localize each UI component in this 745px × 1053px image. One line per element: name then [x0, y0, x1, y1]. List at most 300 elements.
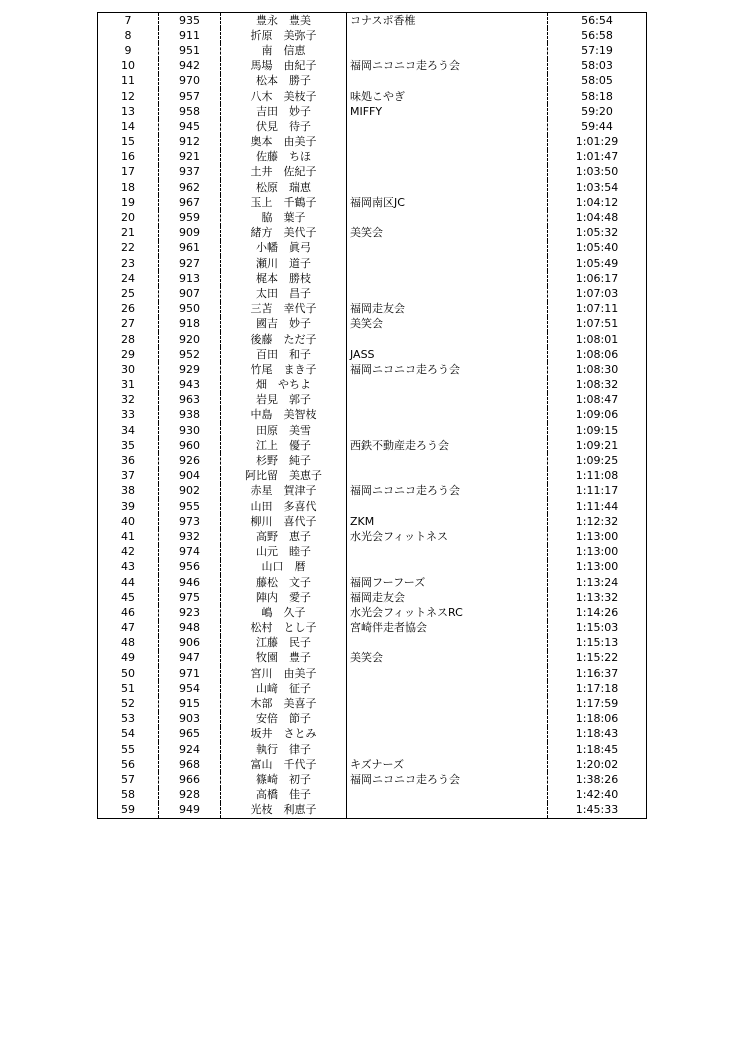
- bib-number-cell: 956: [159, 560, 221, 575]
- bib-number-cell: 913: [159, 271, 221, 286]
- table-row: [98, 560, 647, 575]
- finish-time-cell: 1:38:26: [548, 772, 647, 787]
- rank-cell: 42: [98, 545, 159, 560]
- club-cell: 福岡南区JC: [347, 195, 548, 210]
- rank-cell: 53: [98, 712, 159, 727]
- rank-cell: 18: [98, 180, 159, 195]
- bib-number-cell: 929: [159, 362, 221, 377]
- table-row: [98, 226, 647, 241]
- bib-number-cell: 942: [159, 59, 221, 74]
- table-row: [98, 256, 647, 271]
- bib-number-cell: 911: [159, 28, 221, 43]
- runner-name-cell: 嶋 久子: [221, 605, 347, 620]
- finish-time-cell: 1:20:02: [548, 757, 647, 772]
- finish-time-cell: 57:19: [548, 43, 647, 58]
- bib-number-cell: 963: [159, 393, 221, 408]
- runner-name-cell: 安倍 節子: [221, 712, 347, 727]
- runner-name-cell: 宮川 由美子: [221, 666, 347, 681]
- club-cell: 福岡走友会: [347, 302, 548, 317]
- finish-time-cell: 1:15:22: [548, 651, 647, 666]
- finish-time-cell: 1:08:06: [548, 347, 647, 362]
- club-cell: 美笑会: [347, 226, 548, 241]
- finish-time-cell: 1:09:06: [548, 408, 647, 423]
- bib-number-cell: 957: [159, 89, 221, 104]
- table-row: [98, 332, 647, 347]
- runner-name-cell: 梶本 勝枝: [221, 271, 347, 286]
- bib-number-cell: 945: [159, 119, 221, 134]
- finish-time-cell: 1:18:45: [548, 742, 647, 757]
- table-row: [98, 408, 647, 423]
- runner-name-cell: 中島 美智枝: [221, 408, 347, 423]
- runner-name-cell: 高橋 佳子: [221, 788, 347, 803]
- finish-time-cell: 1:03:50: [548, 165, 647, 180]
- runner-name-cell: 奥本 由美子: [221, 135, 347, 150]
- runner-name-cell: 藤松 文子: [221, 575, 347, 590]
- rank-cell: 47: [98, 621, 159, 636]
- rank-cell: 16: [98, 150, 159, 165]
- table-row: [98, 74, 647, 89]
- club-cell: [347, 423, 548, 438]
- finish-time-cell: 1:13:00: [548, 529, 647, 544]
- table-row: [98, 241, 647, 256]
- club-cell: [347, 453, 548, 468]
- rank-cell: 49: [98, 651, 159, 666]
- club-cell: [347, 408, 548, 423]
- runner-name-cell: 富山 千代子: [221, 757, 347, 772]
- club-cell: 美笑会: [347, 317, 548, 332]
- bib-number-cell: 968: [159, 757, 221, 772]
- runner-name-cell: 馬場 由紀子: [221, 59, 347, 74]
- table-row: [98, 590, 647, 605]
- runner-name-cell: 伏見 待子: [221, 119, 347, 134]
- club-cell: [347, 180, 548, 195]
- club-cell: 福岡フーフーズ: [347, 575, 548, 590]
- club-cell: [347, 393, 548, 408]
- bib-number-cell: 965: [159, 727, 221, 742]
- bib-number-cell: 947: [159, 651, 221, 666]
- finish-time-cell: 1:11:08: [548, 469, 647, 484]
- finish-time-cell: 1:07:51: [548, 317, 647, 332]
- finish-time-cell: 1:42:40: [548, 788, 647, 803]
- table-row: [98, 362, 647, 377]
- table-row: [98, 150, 647, 165]
- bib-number-cell: 949: [159, 803, 221, 819]
- club-cell: [347, 119, 548, 134]
- rank-cell: 34: [98, 423, 159, 438]
- runner-name-cell: 山口 暦: [221, 560, 347, 575]
- bib-number-cell: 903: [159, 712, 221, 727]
- table-row: [98, 636, 647, 651]
- rank-cell: 59: [98, 803, 159, 819]
- club-cell: [347, 286, 548, 301]
- rank-cell: 10: [98, 59, 159, 74]
- runner-name-cell: 小幡 眞弓: [221, 241, 347, 256]
- table-row: [98, 135, 647, 150]
- bib-number-cell: 970: [159, 74, 221, 89]
- rank-cell: 11: [98, 74, 159, 89]
- rank-cell: 55: [98, 742, 159, 757]
- club-cell: 福岡ニコニコ走ろう会: [347, 362, 548, 377]
- rank-cell: 13: [98, 104, 159, 119]
- table-row: [98, 514, 647, 529]
- finish-time-cell: 1:01:29: [548, 135, 647, 150]
- rank-cell: 28: [98, 332, 159, 347]
- table-row: [98, 393, 647, 408]
- bib-number-cell: 973: [159, 514, 221, 529]
- table-row: [98, 119, 647, 134]
- results-table: [97, 12, 647, 819]
- runner-name-cell: 豊永 豊美: [221, 13, 347, 29]
- table-row: [98, 666, 647, 681]
- runner-name-cell: 江上 優子: [221, 438, 347, 453]
- rank-cell: 14: [98, 119, 159, 134]
- rank-cell: 32: [98, 393, 159, 408]
- finish-time-cell: 1:13:24: [548, 575, 647, 590]
- club-cell: [347, 560, 548, 575]
- bib-number-cell: 946: [159, 575, 221, 590]
- rank-cell: 21: [98, 226, 159, 241]
- table-row: [98, 575, 647, 590]
- table-row: [98, 59, 647, 74]
- club-cell: [347, 788, 548, 803]
- club-cell: [347, 271, 548, 286]
- club-cell: [347, 712, 548, 727]
- rank-cell: 40: [98, 514, 159, 529]
- runner-name-cell: 南 信恵: [221, 43, 347, 58]
- finish-time-cell: 1:11:44: [548, 499, 647, 514]
- bib-number-cell: 932: [159, 529, 221, 544]
- runner-name-cell: 山田 多喜代: [221, 499, 347, 514]
- runner-name-cell: 玉上 千鶴子: [221, 195, 347, 210]
- runner-name-cell: 赤星 賀津子: [221, 484, 347, 499]
- runner-name-cell: 陣内 愛子: [221, 590, 347, 605]
- bib-number-cell: 975: [159, 590, 221, 605]
- finish-time-cell: 58:18: [548, 89, 647, 104]
- club-cell: [347, 666, 548, 681]
- runner-name-cell: 岩見 郭子: [221, 393, 347, 408]
- bib-number-cell: 943: [159, 378, 221, 393]
- table-row: [98, 423, 647, 438]
- finish-time-cell: 1:04:12: [548, 195, 647, 210]
- finish-time-cell: 1:12:32: [548, 514, 647, 529]
- rank-cell: 50: [98, 666, 159, 681]
- bib-number-cell: 928: [159, 788, 221, 803]
- club-cell: 水光会フィットネス: [347, 529, 548, 544]
- table-row: [98, 28, 647, 43]
- table-row: [98, 651, 647, 666]
- finish-time-cell: 56:58: [548, 28, 647, 43]
- finish-time-cell: 1:09:15: [548, 423, 647, 438]
- table-row: [98, 347, 647, 362]
- bib-number-cell: 907: [159, 286, 221, 301]
- club-cell: [347, 545, 548, 560]
- finish-time-cell: 1:14:26: [548, 605, 647, 620]
- finish-time-cell: 1:15:03: [548, 621, 647, 636]
- table-row: [98, 469, 647, 484]
- finish-time-cell: 56:54: [548, 13, 647, 29]
- club-cell: MIFFY: [347, 104, 548, 119]
- bib-number-cell: 955: [159, 499, 221, 514]
- rank-cell: 7: [98, 13, 159, 29]
- bib-number-cell: 909: [159, 226, 221, 241]
- runner-name-cell: 光枝 利恵子: [221, 803, 347, 819]
- table-row: [98, 499, 647, 514]
- table-row: [98, 529, 647, 544]
- runner-name-cell: 三苫 幸代子: [221, 302, 347, 317]
- rank-cell: 54: [98, 727, 159, 742]
- finish-time-cell: 1:08:30: [548, 362, 647, 377]
- runner-name-cell: 松村 とし子: [221, 621, 347, 636]
- table-row: [98, 13, 647, 29]
- table-row: [98, 89, 647, 104]
- bib-number-cell: 926: [159, 453, 221, 468]
- club-cell: 宮崎伴走者協会: [347, 621, 548, 636]
- table-row: [98, 271, 647, 286]
- rank-cell: 41: [98, 529, 159, 544]
- finish-time-cell: 1:18:43: [548, 727, 647, 742]
- runner-name-cell: 八木 美枝子: [221, 89, 347, 104]
- rank-cell: 25: [98, 286, 159, 301]
- runner-name-cell: 牧園 豊子: [221, 651, 347, 666]
- rank-cell: 15: [98, 135, 159, 150]
- finish-time-cell: 59:20: [548, 104, 647, 119]
- finish-time-cell: 1:06:17: [548, 271, 647, 286]
- runner-name-cell: 後藤 ただ子: [221, 332, 347, 347]
- rank-cell: 39: [98, 499, 159, 514]
- bib-number-cell: 938: [159, 408, 221, 423]
- club-cell: [347, 636, 548, 651]
- rank-cell: 46: [98, 605, 159, 620]
- bib-number-cell: 960: [159, 438, 221, 453]
- runner-name-cell: 畑 やちよ: [221, 378, 347, 393]
- bib-number-cell: 937: [159, 165, 221, 180]
- club-cell: [347, 469, 548, 484]
- runner-name-cell: 松本 勝子: [221, 74, 347, 89]
- club-cell: JASS: [347, 347, 548, 362]
- finish-time-cell: 1:13:00: [548, 545, 647, 560]
- runner-name-cell: 高野 恵子: [221, 529, 347, 544]
- rank-cell: 45: [98, 590, 159, 605]
- club-cell: [347, 803, 548, 819]
- table-row: [98, 757, 647, 772]
- bib-number-cell: 974: [159, 545, 221, 560]
- table-row: [98, 302, 647, 317]
- club-cell: [347, 378, 548, 393]
- table-row: [98, 621, 647, 636]
- club-cell: [347, 681, 548, 696]
- finish-time-cell: 1:11:17: [548, 484, 647, 499]
- rank-cell: 43: [98, 560, 159, 575]
- runner-name-cell: 緒方 美代子: [221, 226, 347, 241]
- club-cell: 味処こやぎ: [347, 89, 548, 104]
- rank-cell: 36: [98, 453, 159, 468]
- table-row: [98, 210, 647, 225]
- finish-time-cell: 58:03: [548, 59, 647, 74]
- club-cell: [347, 742, 548, 757]
- runner-name-cell: 山元 睦子: [221, 545, 347, 560]
- finish-time-cell: 1:45:33: [548, 803, 647, 819]
- finish-time-cell: 1:05:32: [548, 226, 647, 241]
- rank-cell: 9: [98, 43, 159, 58]
- rank-cell: 37: [98, 469, 159, 484]
- rank-cell: 48: [98, 636, 159, 651]
- finish-time-cell: 1:16:37: [548, 666, 647, 681]
- table-row: [98, 712, 647, 727]
- runner-name-cell: 木部 美喜子: [221, 696, 347, 711]
- club-cell: 福岡ニコニコ走ろう会: [347, 484, 548, 499]
- table-row: [98, 727, 647, 742]
- runner-name-cell: 吉田 妙子: [221, 104, 347, 119]
- runner-name-cell: 篠崎 初子: [221, 772, 347, 787]
- table-row: [98, 742, 647, 757]
- results-body: [98, 13, 647, 819]
- finish-time-cell: 1:07:03: [548, 286, 647, 301]
- table-row: [98, 484, 647, 499]
- runner-name-cell: 山﨑 征子: [221, 681, 347, 696]
- rank-cell: 20: [98, 210, 159, 225]
- bib-number-cell: 959: [159, 210, 221, 225]
- runner-name-cell: 太田 昌子: [221, 286, 347, 301]
- club-cell: [347, 499, 548, 514]
- table-row: [98, 803, 647, 819]
- rank-cell: 23: [98, 256, 159, 271]
- club-cell: [347, 43, 548, 58]
- finish-time-cell: 1:09:21: [548, 438, 647, 453]
- bib-number-cell: 962: [159, 180, 221, 195]
- bib-number-cell: 961: [159, 241, 221, 256]
- bib-number-cell: 948: [159, 621, 221, 636]
- finish-time-cell: 1:13:00: [548, 560, 647, 575]
- runner-name-cell: 松原 瑞恵: [221, 180, 347, 195]
- table-row: [98, 317, 647, 332]
- club-cell: コナスポ香椎: [347, 13, 548, 29]
- table-row: [98, 681, 647, 696]
- bib-number-cell: 971: [159, 666, 221, 681]
- finish-time-cell: 1:01:47: [548, 150, 647, 165]
- rank-cell: 22: [98, 241, 159, 256]
- rank-cell: 31: [98, 378, 159, 393]
- finish-time-cell: 1:17:18: [548, 681, 647, 696]
- bib-number-cell: 935: [159, 13, 221, 29]
- bib-number-cell: 958: [159, 104, 221, 119]
- bib-number-cell: 966: [159, 772, 221, 787]
- finish-time-cell: 1:03:54: [548, 180, 647, 195]
- club-cell: [347, 332, 548, 347]
- finish-time-cell: 1:17:59: [548, 696, 647, 711]
- club-cell: 福岡ニコニコ走ろう会: [347, 772, 548, 787]
- table-row: [98, 378, 647, 393]
- club-cell: [347, 210, 548, 225]
- rank-cell: 57: [98, 772, 159, 787]
- finish-time-cell: 1:18:06: [548, 712, 647, 727]
- bib-number-cell: 930: [159, 423, 221, 438]
- finish-time-cell: 59:44: [548, 119, 647, 134]
- runner-name-cell: 柳川 喜代子: [221, 514, 347, 529]
- table-row: [98, 286, 647, 301]
- rank-cell: 27: [98, 317, 159, 332]
- runner-name-cell: 土井 佐紀子: [221, 165, 347, 180]
- bib-number-cell: 912: [159, 135, 221, 150]
- runner-name-cell: 田原 美雪: [221, 423, 347, 438]
- bib-number-cell: 952: [159, 347, 221, 362]
- table-row: [98, 43, 647, 58]
- bib-number-cell: 915: [159, 696, 221, 711]
- table-row: [98, 788, 647, 803]
- rank-cell: 26: [98, 302, 159, 317]
- table-row: [98, 195, 647, 210]
- finish-time-cell: 1:13:32: [548, 590, 647, 605]
- club-cell: [347, 28, 548, 43]
- bib-number-cell: 921: [159, 150, 221, 165]
- runner-name-cell: 江藤 民子: [221, 636, 347, 651]
- runner-name-cell: 國吉 妙子: [221, 317, 347, 332]
- club-cell: [347, 727, 548, 742]
- rank-cell: 12: [98, 89, 159, 104]
- bib-number-cell: 927: [159, 256, 221, 271]
- rank-cell: 44: [98, 575, 159, 590]
- table-row: [98, 104, 647, 119]
- rank-cell: 38: [98, 484, 159, 499]
- runner-name-cell: 佐藤 ちほ: [221, 150, 347, 165]
- bib-number-cell: 924: [159, 742, 221, 757]
- finish-time-cell: 1:08:32: [548, 378, 647, 393]
- club-cell: ZKM: [347, 514, 548, 529]
- finish-time-cell: 1:04:48: [548, 210, 647, 225]
- rank-cell: 19: [98, 195, 159, 210]
- table-row: [98, 165, 647, 180]
- runner-name-cell: 杉野 純子: [221, 453, 347, 468]
- table-row: [98, 545, 647, 560]
- bib-number-cell: 923: [159, 605, 221, 620]
- rank-cell: 52: [98, 696, 159, 711]
- club-cell: 福岡走友会: [347, 590, 548, 605]
- club-cell: [347, 241, 548, 256]
- club-cell: [347, 135, 548, 150]
- table-row: [98, 453, 647, 468]
- table-row: [98, 605, 647, 620]
- bib-number-cell: 902: [159, 484, 221, 499]
- finish-time-cell: 1:08:47: [548, 393, 647, 408]
- rank-cell: 29: [98, 347, 159, 362]
- runner-name-cell: 竹尾 まき子: [221, 362, 347, 377]
- club-cell: キズナーズ: [347, 757, 548, 772]
- runner-name-cell: 折原 美弥子: [221, 28, 347, 43]
- finish-time-cell: 58:05: [548, 74, 647, 89]
- rank-cell: 8: [98, 28, 159, 43]
- finish-time-cell: 1:08:01: [548, 332, 647, 347]
- club-cell: [347, 74, 548, 89]
- table-row: [98, 772, 647, 787]
- club-cell: [347, 696, 548, 711]
- bib-number-cell: 920: [159, 332, 221, 347]
- finish-time-cell: 1:15:13: [548, 636, 647, 651]
- runner-name-cell: 脇 葉子: [221, 210, 347, 225]
- finish-time-cell: 1:07:11: [548, 302, 647, 317]
- club-cell: 西鉄不動産走ろう会: [347, 438, 548, 453]
- club-cell: [347, 150, 548, 165]
- club-cell: 福岡ニコニコ走ろう会: [347, 59, 548, 74]
- bib-number-cell: 906: [159, 636, 221, 651]
- rank-cell: 35: [98, 438, 159, 453]
- rank-cell: 30: [98, 362, 159, 377]
- table-row: [98, 180, 647, 195]
- table-row: [98, 438, 647, 453]
- club-cell: 水光会フィットネスRC: [347, 605, 548, 620]
- finish-time-cell: 1:05:49: [548, 256, 647, 271]
- bib-number-cell: 951: [159, 43, 221, 58]
- bib-number-cell: 918: [159, 317, 221, 332]
- rank-cell: 56: [98, 757, 159, 772]
